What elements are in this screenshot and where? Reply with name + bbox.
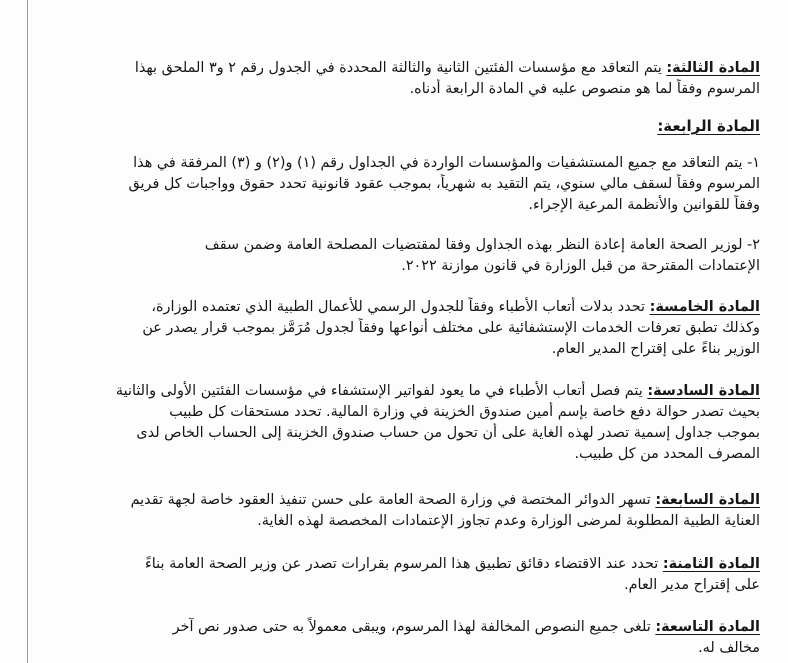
- article-9-line-1: [32, 617, 760, 638]
- article-9-line-2: مخالف له.: [698, 640, 760, 656]
- article-4-p2-line-1: ٢- لوزير الصحة العامة إعادة النظر بهذه الجداول وفقا لمقتضيات المصلحة العامة وضمن سقف: [204, 237, 760, 253]
- article-5: [32, 297, 760, 360]
- article-3-text: يتم التعاقد مع مؤسسات الفئتين الثانية والثالثة المحددة في الجدول رقم ٢ و٣ الملحق بهذا: [134, 60, 667, 76]
- article-7: [32, 490, 760, 532]
- article-4-paragraph-1: [32, 153, 760, 216]
- article-4-heading-block: [32, 116, 760, 137]
- page-edge-line: [27, 0, 28, 663]
- article-4-paragraph-2: [32, 235, 760, 277]
- article-7-line-2: العناية الطبية المطلوبة لمرضى الوزارة وعدم تجاوز الإعتمادات المخصصة لهذه الغاية.: [257, 513, 760, 529]
- article-4-heading: المادة الرابعة:: [657, 117, 760, 135]
- article-4-p1-line-1: ١- يتم التعاقد مع جميع المستشفيات والمؤسسات الواردة في الجداول رقم (١) و(٢) و (٣) المرفقة في هذا: [133, 155, 760, 171]
- article-8-text: تحدد عند الاقتضاء دقائق تطبيق هذا المرسوم بقرارات تصدر عن وزير الصحة العامة بناءً: [145, 556, 663, 572]
- article-5-line-1: [32, 297, 760, 318]
- article-7-heading: المادة السابعة:: [655, 492, 760, 508]
- article-4-p1-line-3: وفقاً للقوانين والأنظمة المرعية الإجراء.: [528, 197, 760, 213]
- article-7-line-1: [32, 490, 760, 511]
- article-7-text: تسهر الدوائر المختصة في وزارة الصحة العامة على حسن تنفيذ العقود خاصة لجهة تقديم: [130, 492, 656, 508]
- article-6-line-2: بحيث تصدر حوالة دفع خاصة بإسم أمين صندوق الخزينة في وزارة المالية. تحدد مستحقات كل طبيب: [169, 404, 760, 420]
- article-4-p2-line-2: الإعتمادات المقترحة من قبل الوزارة في قانون موازنة ٢٠٢٢.: [401, 258, 760, 274]
- article-8-line-1: [32, 554, 760, 575]
- article-6-line-4: المصرف المحدد من كل طبيب.: [574, 446, 760, 462]
- article-5-text: تحدد بدلات أتعاب الأطباء وفقاً للجدول الرسمي للأعمال الطبية الذي تعتمده الوزارة،: [151, 299, 650, 315]
- article-6: [32, 381, 760, 465]
- article-9-heading: المادة التاسعة:: [655, 619, 760, 635]
- article-9: [32, 617, 760, 659]
- article-8-line-2: على إقتراح مدير العام.: [624, 577, 760, 593]
- article-9-text: تلغى جميع النصوص المخالفة لهذا المرسوم، ويبقى معمولاً به حتى صدور نص آخر: [172, 619, 656, 635]
- article-6-heading: المادة السادسة:: [647, 383, 760, 399]
- article-6-line-1: [32, 381, 760, 402]
- article-3: [32, 58, 760, 100]
- article-3-line-1: [32, 58, 760, 79]
- article-5-heading: المادة الخامسة:: [649, 299, 760, 315]
- article-4-p1-line-2: المرسوم وفقاً لسقف مالي سنوي، يتم التقيد به شهرياً، بموجب عقود قانونية تحدد حقوق وواجبات كل فريق: [128, 176, 760, 192]
- article-6-text: يتم فصل أتعاب الأطباء في ما يعود لفواتير الإستشفاء في مؤسسات الفئتين الأولى والثانية: [115, 383, 648, 399]
- article-3-line-2: المرسوم وفقاً لما هو منصوص عليه في المادة الرابعة أدناه.: [409, 81, 760, 97]
- article-8: [32, 554, 760, 596]
- article-6-line-3: بموجب جداول إسمية تصدر لهذه الغاية على أن تحول من حساب صندوق الخزينة إلى الحساب الخاص لدى: [136, 425, 760, 441]
- article-5-line-2: وكذلك تطبق تعرفات الخدمات الإستشفائية على مختلف أنواعها وفقاً لجدول مُرَمَّز بموجب قرار يصدر عن: [142, 320, 760, 336]
- article-5-line-3: الوزير بناءً على إقتراح المدير العام.: [551, 341, 760, 357]
- article-8-heading: المادة الثامنة:: [662, 556, 760, 572]
- article-3-heading: المادة الثالثة:: [666, 60, 760, 76]
